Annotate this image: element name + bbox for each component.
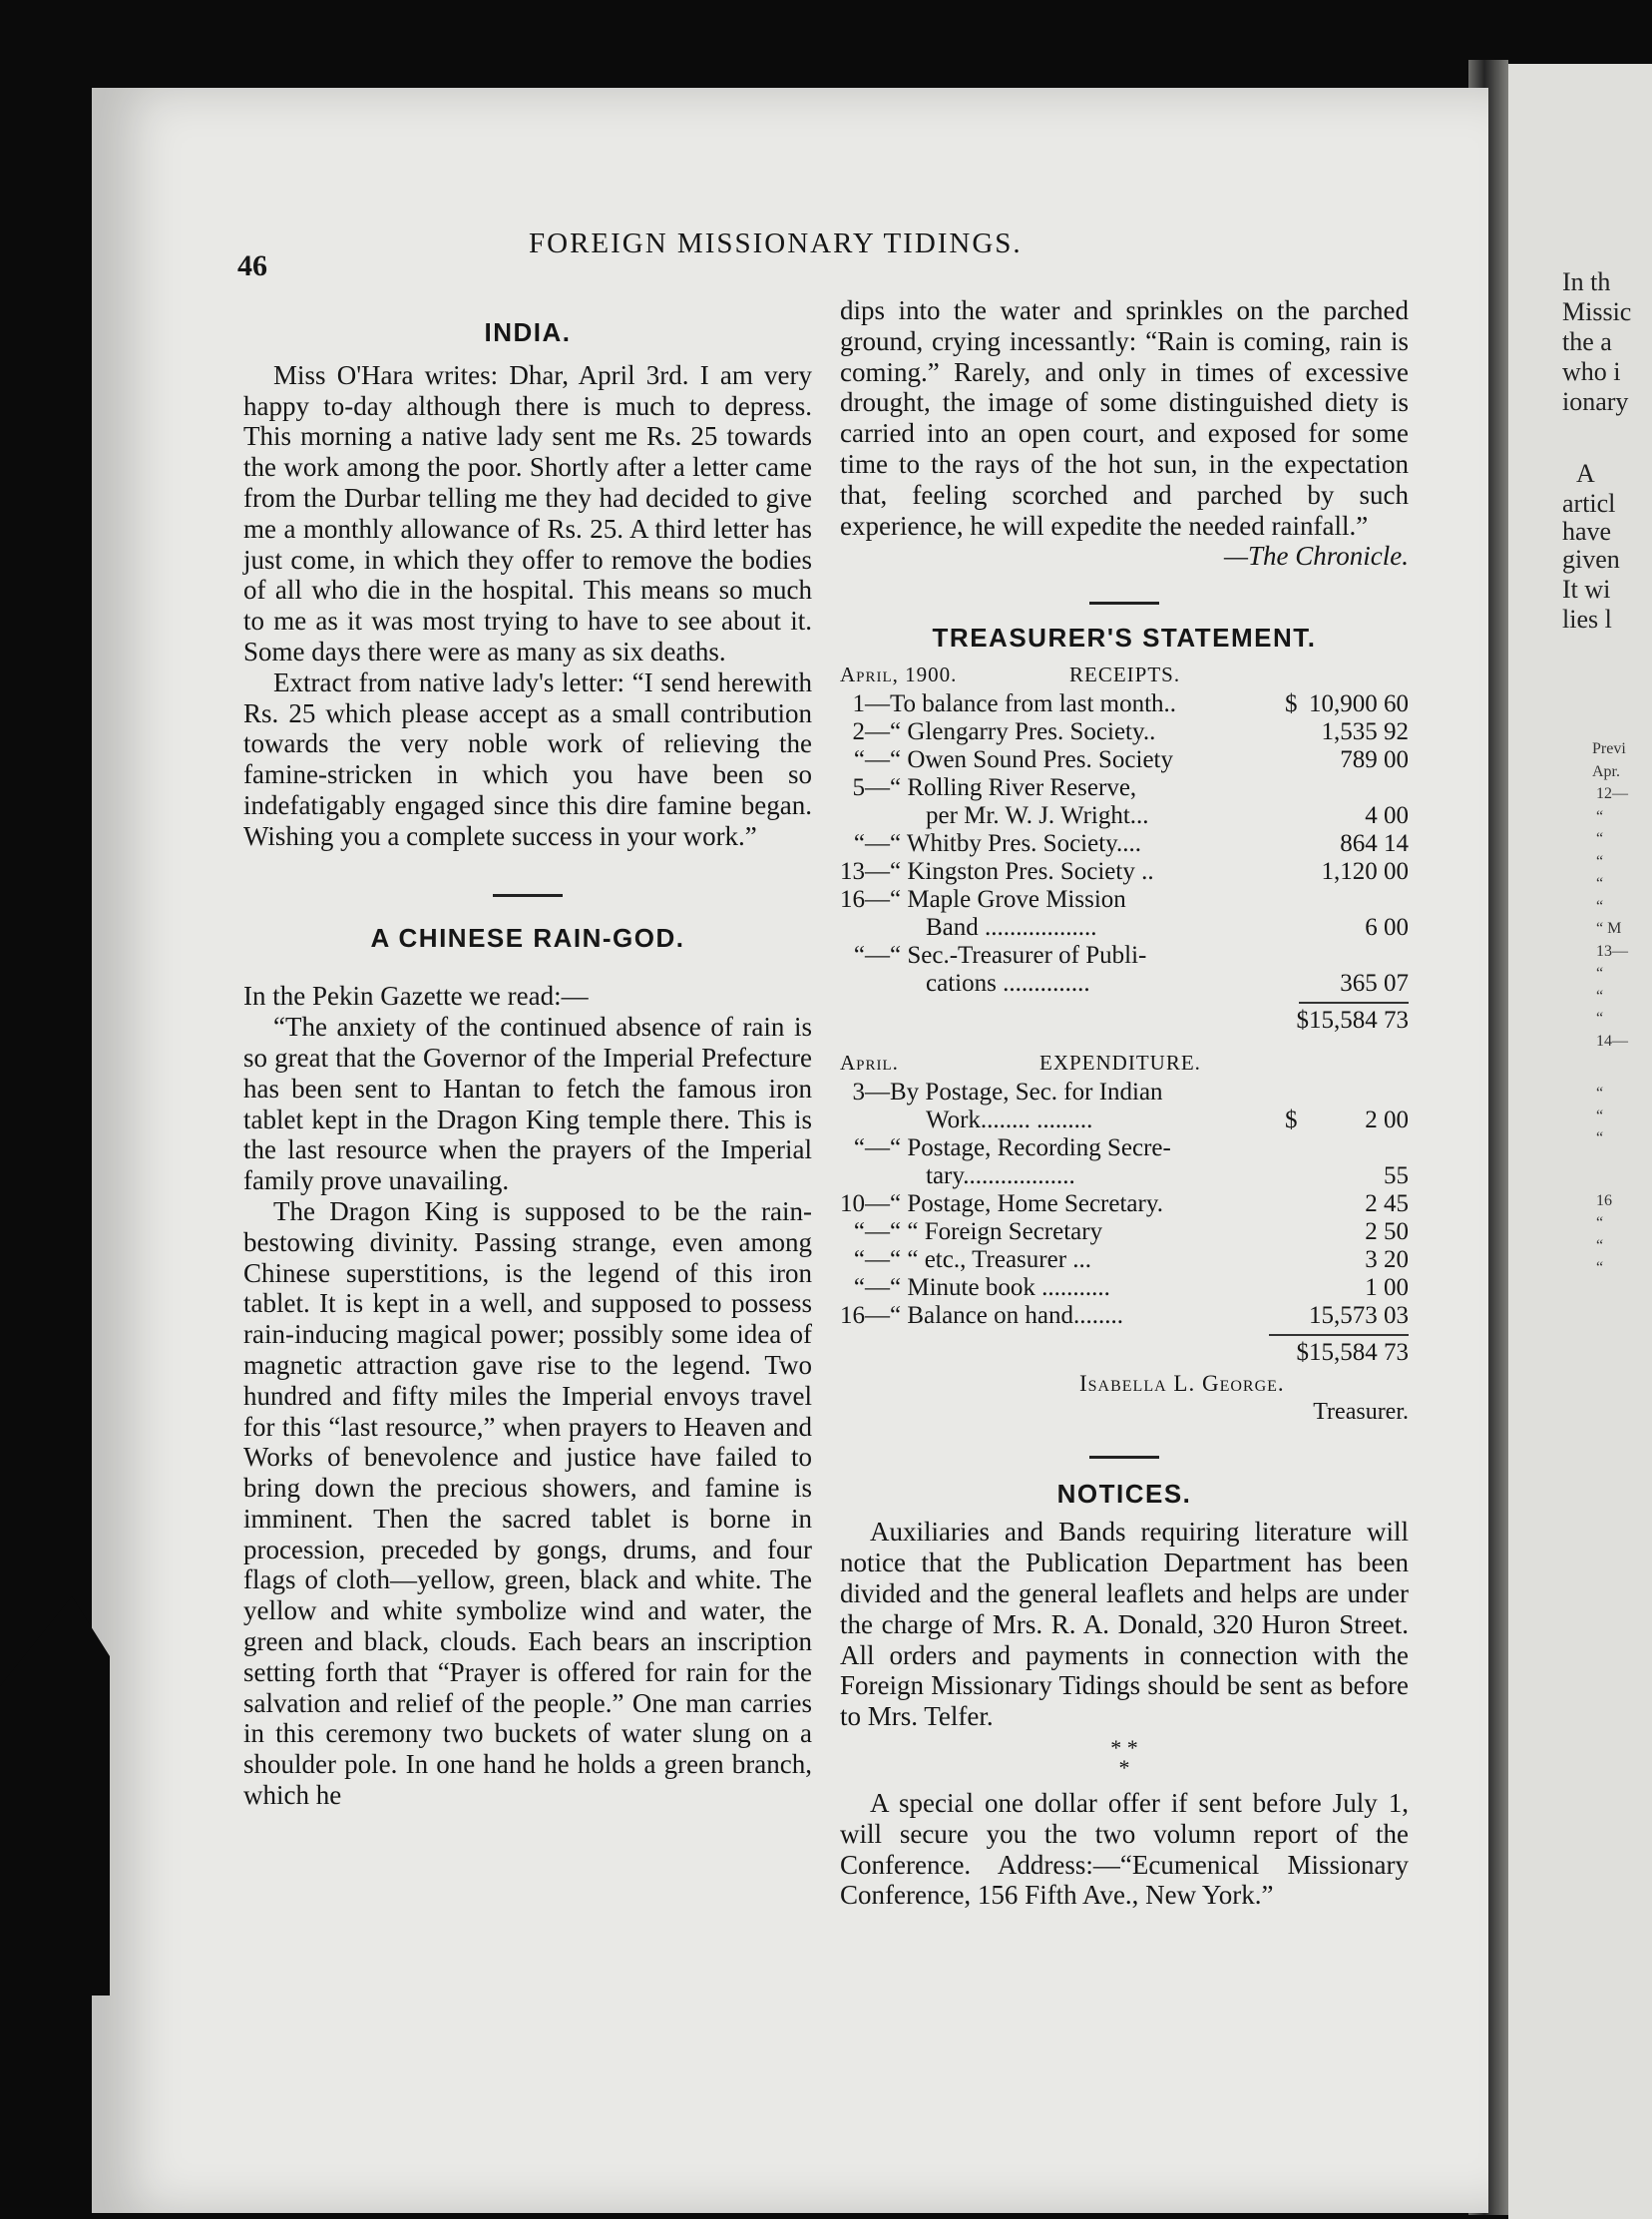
ledger-amount: 10,900 60: [1309, 689, 1409, 717]
ledger-description: Work........ .........: [926, 1106, 1093, 1133]
receipts-header: [840, 660, 1409, 690]
ledger-amount: [1309, 774, 1409, 802]
treasurer-heading: TREASURER'S STATEMENT.: [932, 623, 1317, 654]
ledger-amount: 4 00: [1365, 801, 1409, 829]
ledger-amount: [1309, 1134, 1409, 1162]
ledger-row: [840, 1107, 1409, 1134]
ledger-currency: [1285, 970, 1309, 998]
ledger-date: [840, 914, 890, 942]
ledger-currency: $: [1285, 1106, 1298, 1133]
scan-shadow: [0, 1596, 110, 1996]
rain-god-intro: In the Pekin Gazette we read:—: [243, 981, 589, 1012]
ledger-row: [840, 1218, 1409, 1246]
ledger-currency: [1285, 1246, 1309, 1274]
receipts-label: RECEIPTS.: [1069, 662, 1181, 686]
notices-heading: NOTICES.: [1056, 1478, 1192, 1509]
ledger-description: “ Balance on hand........: [890, 1301, 1123, 1329]
right-column: [840, 295, 1409, 1911]
ledger-amount: 789 00: [1340, 745, 1409, 773]
ledger-amount: 6 00: [1365, 913, 1409, 941]
ledger-description: “ Postage, Recording Secre-: [890, 1133, 1171, 1161]
facing-page-ledger-fragment: “: [1596, 1214, 1604, 1231]
ledger-date: 2—: [852, 717, 890, 745]
ledger-currency: [1285, 830, 1309, 858]
facing-page-ledger-fragment: “: [1596, 987, 1604, 1005]
ledger-description: “ Owen Sound Pres. Society: [890, 745, 1173, 773]
ledger-row: [840, 1134, 1409, 1162]
ledger-currency: [1285, 858, 1309, 886]
facing-page-line: who i: [1562, 357, 1621, 386]
ledger-row: [840, 802, 1409, 830]
ledger-date: 16—: [840, 1301, 890, 1329]
ledger-currency: [1285, 1079, 1309, 1107]
ledger-currency: [1285, 774, 1309, 802]
expenditure-table: [840, 1079, 1409, 1330]
ledger-currency: [1285, 942, 1309, 970]
expenditure-month: April.: [840, 1050, 899, 1075]
ledger-row: [840, 942, 1409, 970]
facing-page-ledger-fragment: Previ: [1592, 740, 1626, 757]
facing-page-ledger-fragment: 16: [1596, 1191, 1612, 1209]
running-title: FOREIGN MISSIONARY TIDINGS.: [529, 227, 1023, 259]
rain-god-continuation: dips into the water and sprinkles on the parched ground, crying incessantly: “Rain is coming, rain is coming.” Rarely, and only in times of excessive drought, the image of some distinguished diety is carried into an open court, and exposed for some time to the rays of the hot sun, in the expectation that, feeling scorched and parched by such experience, he will expedite the needed rainfall.”: [840, 295, 1409, 541]
ledger-row: [840, 914, 1409, 942]
ledger-date: 10—: [840, 1189, 890, 1217]
ledger-description: “ Maple Grove Mission: [890, 885, 1126, 913]
ledger-row: [840, 1079, 1409, 1107]
expenditure-total: $15,584 73: [1296, 1338, 1409, 1366]
ledger-amount: 55: [1384, 1161, 1409, 1189]
ledger-date: “—: [853, 941, 890, 969]
ledger-description: “ Sec.-Treasurer of Publi-: [890, 941, 1147, 969]
ledger-row: [840, 1246, 1409, 1274]
facing-page-line: articl: [1562, 489, 1616, 518]
facing-page-line: the a: [1562, 327, 1612, 356]
facing-page-ledger-fragment: 14—: [1596, 1032, 1628, 1050]
ledger-date: “—: [853, 1133, 890, 1161]
ledger-amount: 365 07: [1340, 969, 1409, 997]
rain-god-source: —The Chronicle.: [1224, 541, 1409, 572]
ledger-row: [840, 718, 1409, 746]
india-paragraph-1: Miss O'Hara writes: Dhar, April 3rd. I am very happy to-day although there is much to depress. This morning a native lady sent me Rs. 25 towards the work among the poor. Shortly after a letter came from the Durbar telling me they had decided to give me a monthly allowance of Rs. 25. A third letter has just come, in which they offer to remove the bodies of all who die in the hospital. This means so much to me as it was most trying to have to see about it. Some days there were as many as six deaths.: [243, 359, 812, 666]
ledger-currency: [1285, 1162, 1309, 1190]
ledger-row: [840, 858, 1409, 886]
facing-page-line: Missic: [1562, 297, 1632, 326]
ledger-amount: [1309, 942, 1409, 970]
ledger-amount: [1309, 886, 1409, 914]
facing-page-line: A: [1576, 459, 1595, 488]
ledger-currency: [1285, 1134, 1309, 1162]
ledger-row: [840, 1190, 1409, 1218]
ledger-currency: [1285, 802, 1309, 830]
ledger-currency: [1285, 914, 1309, 942]
facing-page-ledger-fragment: “: [1596, 1107, 1604, 1124]
expenditure-header: [840, 1048, 1409, 1079]
ledger-currency: [1285, 746, 1309, 774]
facing-page-ledger-fragment: “: [1596, 1129, 1604, 1146]
facing-page-line: lies l: [1562, 605, 1612, 634]
ledger-description: “ Rolling River Reserve,: [890, 773, 1137, 801]
facing-page-ledger-fragment: Apr.: [1592, 762, 1620, 780]
facing-page-ledger-fragment: 13—: [1596, 942, 1628, 960]
ledger-date: [840, 1107, 890, 1134]
ledger-amount: 2 50: [1365, 1217, 1409, 1245]
ledger-currency: [1285, 718, 1309, 746]
ledger-date: 13—: [840, 857, 890, 885]
ledger-amount: 2 00: [1365, 1106, 1409, 1133]
treasurer-title: Treasurer.: [1313, 1398, 1409, 1425]
ledger-currency: [1285, 1302, 1309, 1330]
ledger-date: “—: [853, 1245, 890, 1273]
facing-page-ledger-fragment: “: [1596, 1010, 1604, 1027]
asterism: * * *: [1110, 1734, 1138, 1780]
facing-page-line: given: [1562, 545, 1620, 574]
ledger-description: To balance from last month..: [890, 689, 1177, 717]
ledger-row: [840, 886, 1409, 914]
notices-paragraph-1: Auxiliaries and Bands requiring literature will notice that the Publication Department has been divided and the general leaflets and helps are under the charge of Mrs. R. A. Donald, 320 Huron Street. All orders and payments in connection with the Foreign Missionary Tidings should be sent as before to Mrs. Telfer.: [840, 1517, 1409, 1732]
ledger-date: [840, 1162, 890, 1190]
ledger-row: [840, 1302, 1409, 1330]
ledger-currency: [1285, 886, 1309, 914]
ledger-amount: 1 00: [1365, 1273, 1409, 1301]
receipts-month: April, 1900.: [840, 662, 958, 686]
facing-page-line: It wi: [1562, 575, 1611, 604]
ledger-description: “ “ etc., Treasurer ...: [890, 1245, 1092, 1273]
facing-page-ledger-fragment: “: [1596, 1085, 1604, 1102]
ledger-row: [840, 1274, 1409, 1302]
ledger-row: [840, 1162, 1409, 1190]
facing-page-ledger-fragment: “: [1596, 830, 1604, 847]
ledger-description: Band ..................: [926, 913, 1097, 941]
india-paragraph-2: Extract from native lady's letter: “I send herewith Rs. 25 which please accept as a small contribution towards the very noble work of relieving the famine-stricken in which you have been so indefatigably engaged since this dire famine began. Wishing you a complete success in your work.”: [243, 666, 812, 851]
ledger-amount: [1309, 1079, 1409, 1107]
india-heading: INDIA.: [484, 317, 572, 347]
rain-god-heading: A CHINESE RAIN-GOD.: [370, 922, 685, 953]
ledger-currency: [1285, 1274, 1309, 1302]
ledger-amount: 1,535 92: [1321, 717, 1409, 745]
ledger-description: tary..................: [926, 1161, 1075, 1189]
facing-page-ledger-fragment: “: [1596, 875, 1604, 892]
facing-page-line: ionary: [1562, 387, 1629, 416]
ledger-row: [840, 970, 1409, 998]
ledger-row: [840, 746, 1409, 774]
ledger-date: “—: [853, 1273, 890, 1301]
page-number: 46: [237, 249, 267, 282]
facing-page-ledger-fragment: “: [1596, 1259, 1604, 1276]
facing-page-ledger-fragment: 12—: [1596, 785, 1628, 802]
facing-page-ledger-fragment: “: [1596, 852, 1604, 870]
facing-page-ledger-fragment: “ M: [1596, 920, 1622, 937]
ledger-date: 3—: [852, 1078, 890, 1106]
ledger-row: [840, 774, 1409, 802]
ledger-description: “ Kingston Pres. Society ..: [890, 857, 1154, 885]
facing-page-ledger-fragment: “: [1596, 965, 1604, 982]
ledger-description: “ Minute book ...........: [890, 1273, 1110, 1301]
ledger-row: [840, 830, 1409, 858]
left-column: [243, 317, 812, 1811]
ledger-description: By Postage, Sec. for Indian: [890, 1078, 1163, 1106]
ledger-currency: $: [1285, 689, 1298, 717]
ledger-description: “ Postage, Home Secretary.: [890, 1189, 1163, 1217]
facing-page-line: have: [1562, 517, 1612, 546]
ledger-date: [840, 802, 890, 830]
ledger-amount: 15,573 03: [1309, 1301, 1409, 1329]
ledger-date: 16—: [840, 885, 890, 913]
ledger-row: [840, 690, 1409, 718]
receipts-table: [840, 690, 1409, 998]
treasurer-signature: Isabella L. George.: [1079, 1370, 1285, 1396]
ledger-description: “ “ Foreign Secretary: [890, 1217, 1103, 1245]
ledger-description: “ Whitby Pres. Society....: [890, 829, 1142, 857]
ledger-description: cations ..............: [926, 969, 1090, 997]
ledger-description: “ Glengarry Pres. Society..: [890, 717, 1156, 745]
ledger-date: 1—: [852, 689, 890, 717]
receipts-total: $15,584 73: [1296, 1006, 1409, 1034]
ledger-date: “—: [853, 1217, 890, 1245]
ledger-amount: 2 45: [1365, 1189, 1409, 1217]
facing-page-line: In th: [1562, 267, 1611, 296]
rain-god-paragraph-2: The Dragon King is supposed to be the rain-bestowing divinity. Passing strange, even among Chinese superstitions, is the legend of this iron tablet. It is kept in a well, and supposed to possess rain-inducing magical power; possibly some idea of magnetic attraction gave rise to the legend. Two hundred and fifty miles the Imperial envoys travel for this “last resource,” when prayers to Heaven and Works of benevolence and justice have failed to bring down the precious showers, and famine is imminent. Then the sacred tablet is borne in procession, preceded by gongs, drums, and four flags of cloth—yellow, green, black and white. The yellow and white symbolize wind and water, the green and black, clouds. Each bears an inscription setting forth that “Prayer is offered for rain for the salvation and relief of the people.” One man carries in this ceremony two buckets of water slung on a shoulder pole. In one hand he holds a green branch, which he: [243, 1195, 812, 1811]
ledger-amount: 864 14: [1340, 829, 1409, 857]
rain-god-paragraph-1: “The anxiety of the continued absence of rain is so great that the Governor of the Imperial Prefecture has been sent to Hantan to fetch the famous iron tablet kept in the Dragon King temple there. This is the last resource when the prayers of the Imperial family prove unavailing.: [243, 1012, 812, 1196]
facing-page-ledger-fragment: “: [1596, 897, 1604, 915]
facing-page-ledger-fragment: “: [1596, 807, 1604, 825]
ledger-date: 5—: [852, 773, 890, 801]
ledger-currency: [1285, 1218, 1309, 1246]
ledger-date: “—: [853, 829, 890, 857]
ledger-amount: 1,120 00: [1321, 857, 1409, 885]
facing-page-ledger-fragment: “: [1596, 1236, 1604, 1254]
expenditure-label: EXPENDITURE.: [1039, 1050, 1201, 1075]
ledger-date: [840, 970, 890, 998]
ledger-currency: [1285, 1190, 1309, 1218]
ledger-amount: 3 20: [1365, 1245, 1409, 1273]
notices-paragraph-2: A special one dollar offer if sent before July 1, will secure you the two volumn report of the Conference. Address:—“Ecumenical Missionary Conference, 156 Fifth Ave., New York.”: [840, 1787, 1409, 1911]
ledger-description: per Mr. W. J. Wright...: [926, 801, 1149, 829]
ledger-date: “—: [853, 745, 890, 773]
